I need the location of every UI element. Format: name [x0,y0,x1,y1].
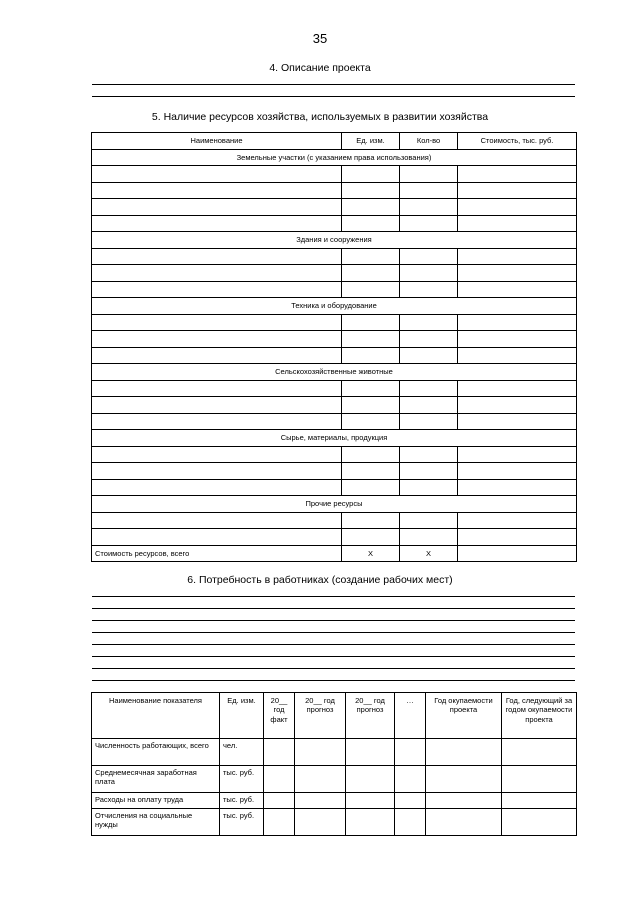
table-row [92,766,577,793]
column-header: Год, следующий за годом окупаемости проекта [502,693,577,739]
workers-line [92,656,575,657]
column-header: Наименование [92,133,342,150]
table-row [92,182,577,199]
column-header: Стоимость, тыс. руб. [458,133,577,150]
table-row [92,809,577,836]
total-row [92,545,577,562]
table-row [92,199,577,216]
table-row [92,479,577,496]
table-row [92,512,577,529]
indicator-name: Расходы на оплату труда [92,793,220,809]
table-row [92,248,577,265]
workers-line [92,608,575,609]
section-row: Сырье, материалы, продукция [92,430,577,447]
workers-table [91,692,577,836]
column-header: Кол-во [400,133,458,150]
total-label: Стоимость ресурсов, всего [92,545,342,562]
column-header: … [395,693,426,739]
section-row: Сельскохозяйственные животные [92,364,577,381]
table-row [92,347,577,364]
column-header: 20__ год прогноз [295,693,346,739]
table-row [92,314,577,331]
table-row [92,446,577,463]
column-header: Год окупаемости проекта [426,693,502,739]
workers-line [92,596,575,597]
column-header: 20__ год факт [264,693,295,739]
section-row: Земельные участки (с указанием права использования) [92,149,577,166]
table-row [92,529,577,546]
indicator-name: Численность работающих, всего [92,739,220,766]
column-header: Ед. изм. [342,133,400,150]
total-unit-cell: Х [342,545,400,562]
section-row: Здания и сооружения [92,232,577,249]
description-line [92,96,575,97]
description-line [92,84,575,85]
section-5-title: 5. Наличие ресурсов хозяйства, используемых в развитии хозяйства [151,111,489,123]
workers-line [92,644,575,645]
resources-table [91,132,577,562]
table-header-row [92,693,577,739]
table-row [92,397,577,414]
indicator-unit: тыс. руб. [220,809,264,836]
section-row: Техника и оборудование [92,298,577,315]
indicator-name: Среднемесячная заработная плата [92,766,220,793]
total-qty-cell: Х [400,545,458,562]
column-header: Наименование показателя [92,693,220,739]
indicator-name: Отчисления на социальные нужды [92,809,220,836]
table-header-row [92,133,577,150]
total-cost-cell[interactable] [458,545,577,562]
table-row [92,413,577,430]
workers-line [92,632,575,633]
section-4-title: 4. Описание проекта [269,62,371,74]
table-row [92,331,577,348]
table-row [92,215,577,232]
table-row [92,793,577,809]
indicator-unit: тыс. руб. [220,793,264,809]
workers-line [92,680,575,681]
column-header: Ед. изм. [220,693,264,739]
table-row [92,380,577,397]
indicator-unit: чел. [220,739,264,766]
table-row [92,265,577,282]
section-6-title: 6. Потребность в работниках (создание рабочих мест) [187,574,453,586]
table-row [92,463,577,480]
table-row [92,166,577,183]
page-number: 35 [312,31,328,46]
table-row [92,739,577,766]
section-row: Прочие ресурсы [92,496,577,513]
workers-line [92,620,575,621]
column-header: 20__ год прогноз [346,693,395,739]
indicator-unit: тыс. руб. [220,766,264,793]
table-row [92,281,577,298]
workers-line [92,668,575,669]
